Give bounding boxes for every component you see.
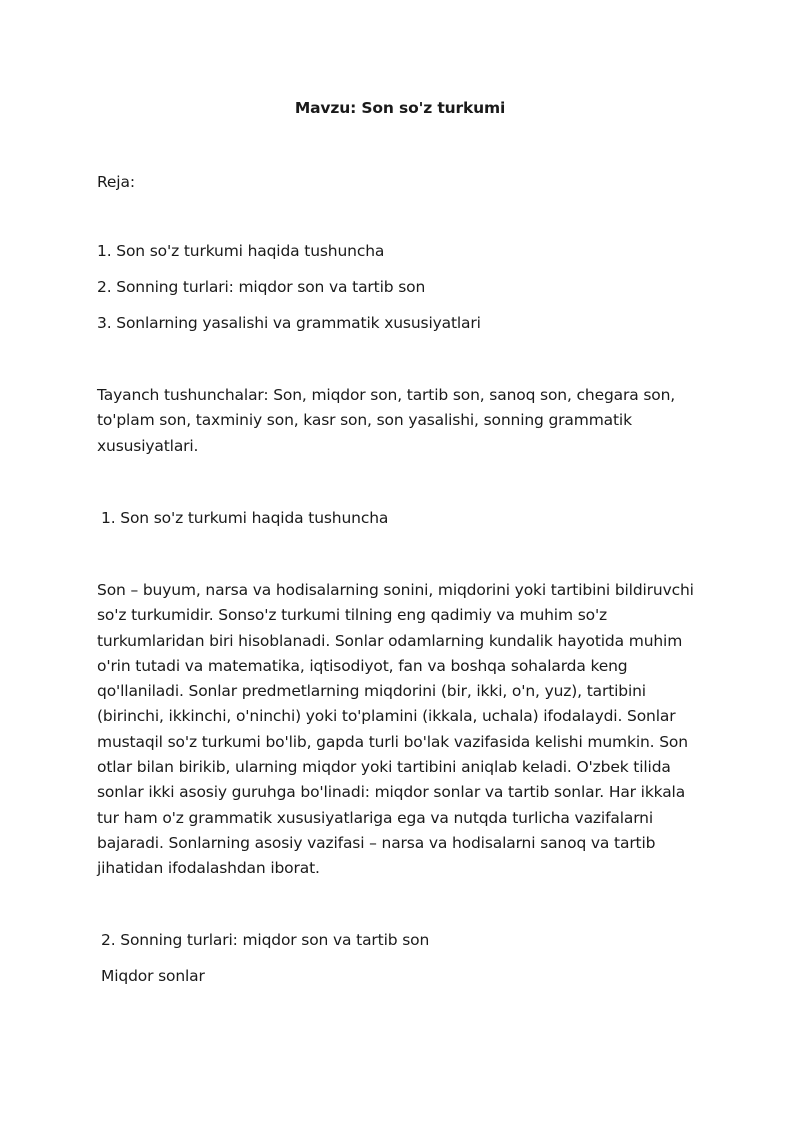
paragraph-line: xususiyatlari. <box>97 436 199 455</box>
paragraph-line: Son – buyum, narsa va hodisalarning sonini, miqdorini yoki tartibini bildiruvchi <box>97 581 694 599</box>
paragraph-line: Tayanch tushunchalar: Son, miqdor son, tartib son, sanoq son, chegara son, <box>97 386 676 404</box>
paragraph-line: bajaradi. Sonlarning asosiy vazifasi – narsa va hodisalarni sanoq va tartib <box>97 833 656 852</box>
subsection-heading: Miqdor sonlar <box>101 967 205 985</box>
document-title: Mavzu: Son so'z turkumi <box>294 99 506 117</box>
paragraph-line: tur ham o'z grammatik xususiyatlariga ega va nutqda turlicha vazifalarni <box>97 808 654 827</box>
paragraph-line: to'plam son, taxminiy son, kasr son, son yasalishi, sonning grammatik <box>97 411 632 430</box>
paragraph-line: jihatidan ifodalashdan iborat. <box>97 859 320 878</box>
plan-item: 3. Sonlarning yasalishi va grammatik xususiyatlari <box>97 314 481 332</box>
plan-item: 1. Son so'z turkumi haqida tushuncha <box>97 242 385 260</box>
paragraph-line: turkumlaridan biri hisoblanadi. Sonlar odamlarning kundalik hayotida muhim <box>97 631 683 650</box>
paragraph-line: otlar bilan birikib, ularning miqdor yoki tartibini aniqlab keladi. O'zbek tilida <box>97 758 671 777</box>
section-heading: 2. Sonning turlari: miqdor son va tartib son <box>101 931 430 949</box>
paragraph-line: so'z turkumidir. Sonso'z turkumi tilning eng qadimiy va muhim so'z <box>97 606 608 625</box>
plan-item: 2. Sonning turlari: miqdor son va tartib son <box>97 278 426 296</box>
paragraph-line: o'rin tutadi va matematika, iqtisodiyot, fan va boshqa sohalarda keng <box>97 656 628 675</box>
section-heading: 1. Son so'z turkumi haqida tushuncha <box>101 509 389 527</box>
plan-label: Reja: <box>97 173 135 191</box>
section1-paragraph <box>97 578 717 882</box>
key-concepts-paragraph <box>97 383 717 459</box>
paragraph-line: qo'llaniladi. Sonlar predmetlarning miqdorini (bir, ikki, o'n, yuz), tartibini <box>97 682 646 701</box>
paragraph-line: sonlar ikki asosiy guruhga bo'linadi: miqdor sonlar va tartib sonlar. Har ikkala <box>97 783 686 802</box>
paragraph-line: mustaqil so'z turkumi bo'lib, gapda turli bo'lak vazifasida kelishi mumkin. Son <box>97 732 688 751</box>
paragraph-line: (birinchi, ikkinchi, o'ninchi) yoki to'plamini (ikkala, uchala) ifodalaydi. Sonlar <box>97 707 676 726</box>
